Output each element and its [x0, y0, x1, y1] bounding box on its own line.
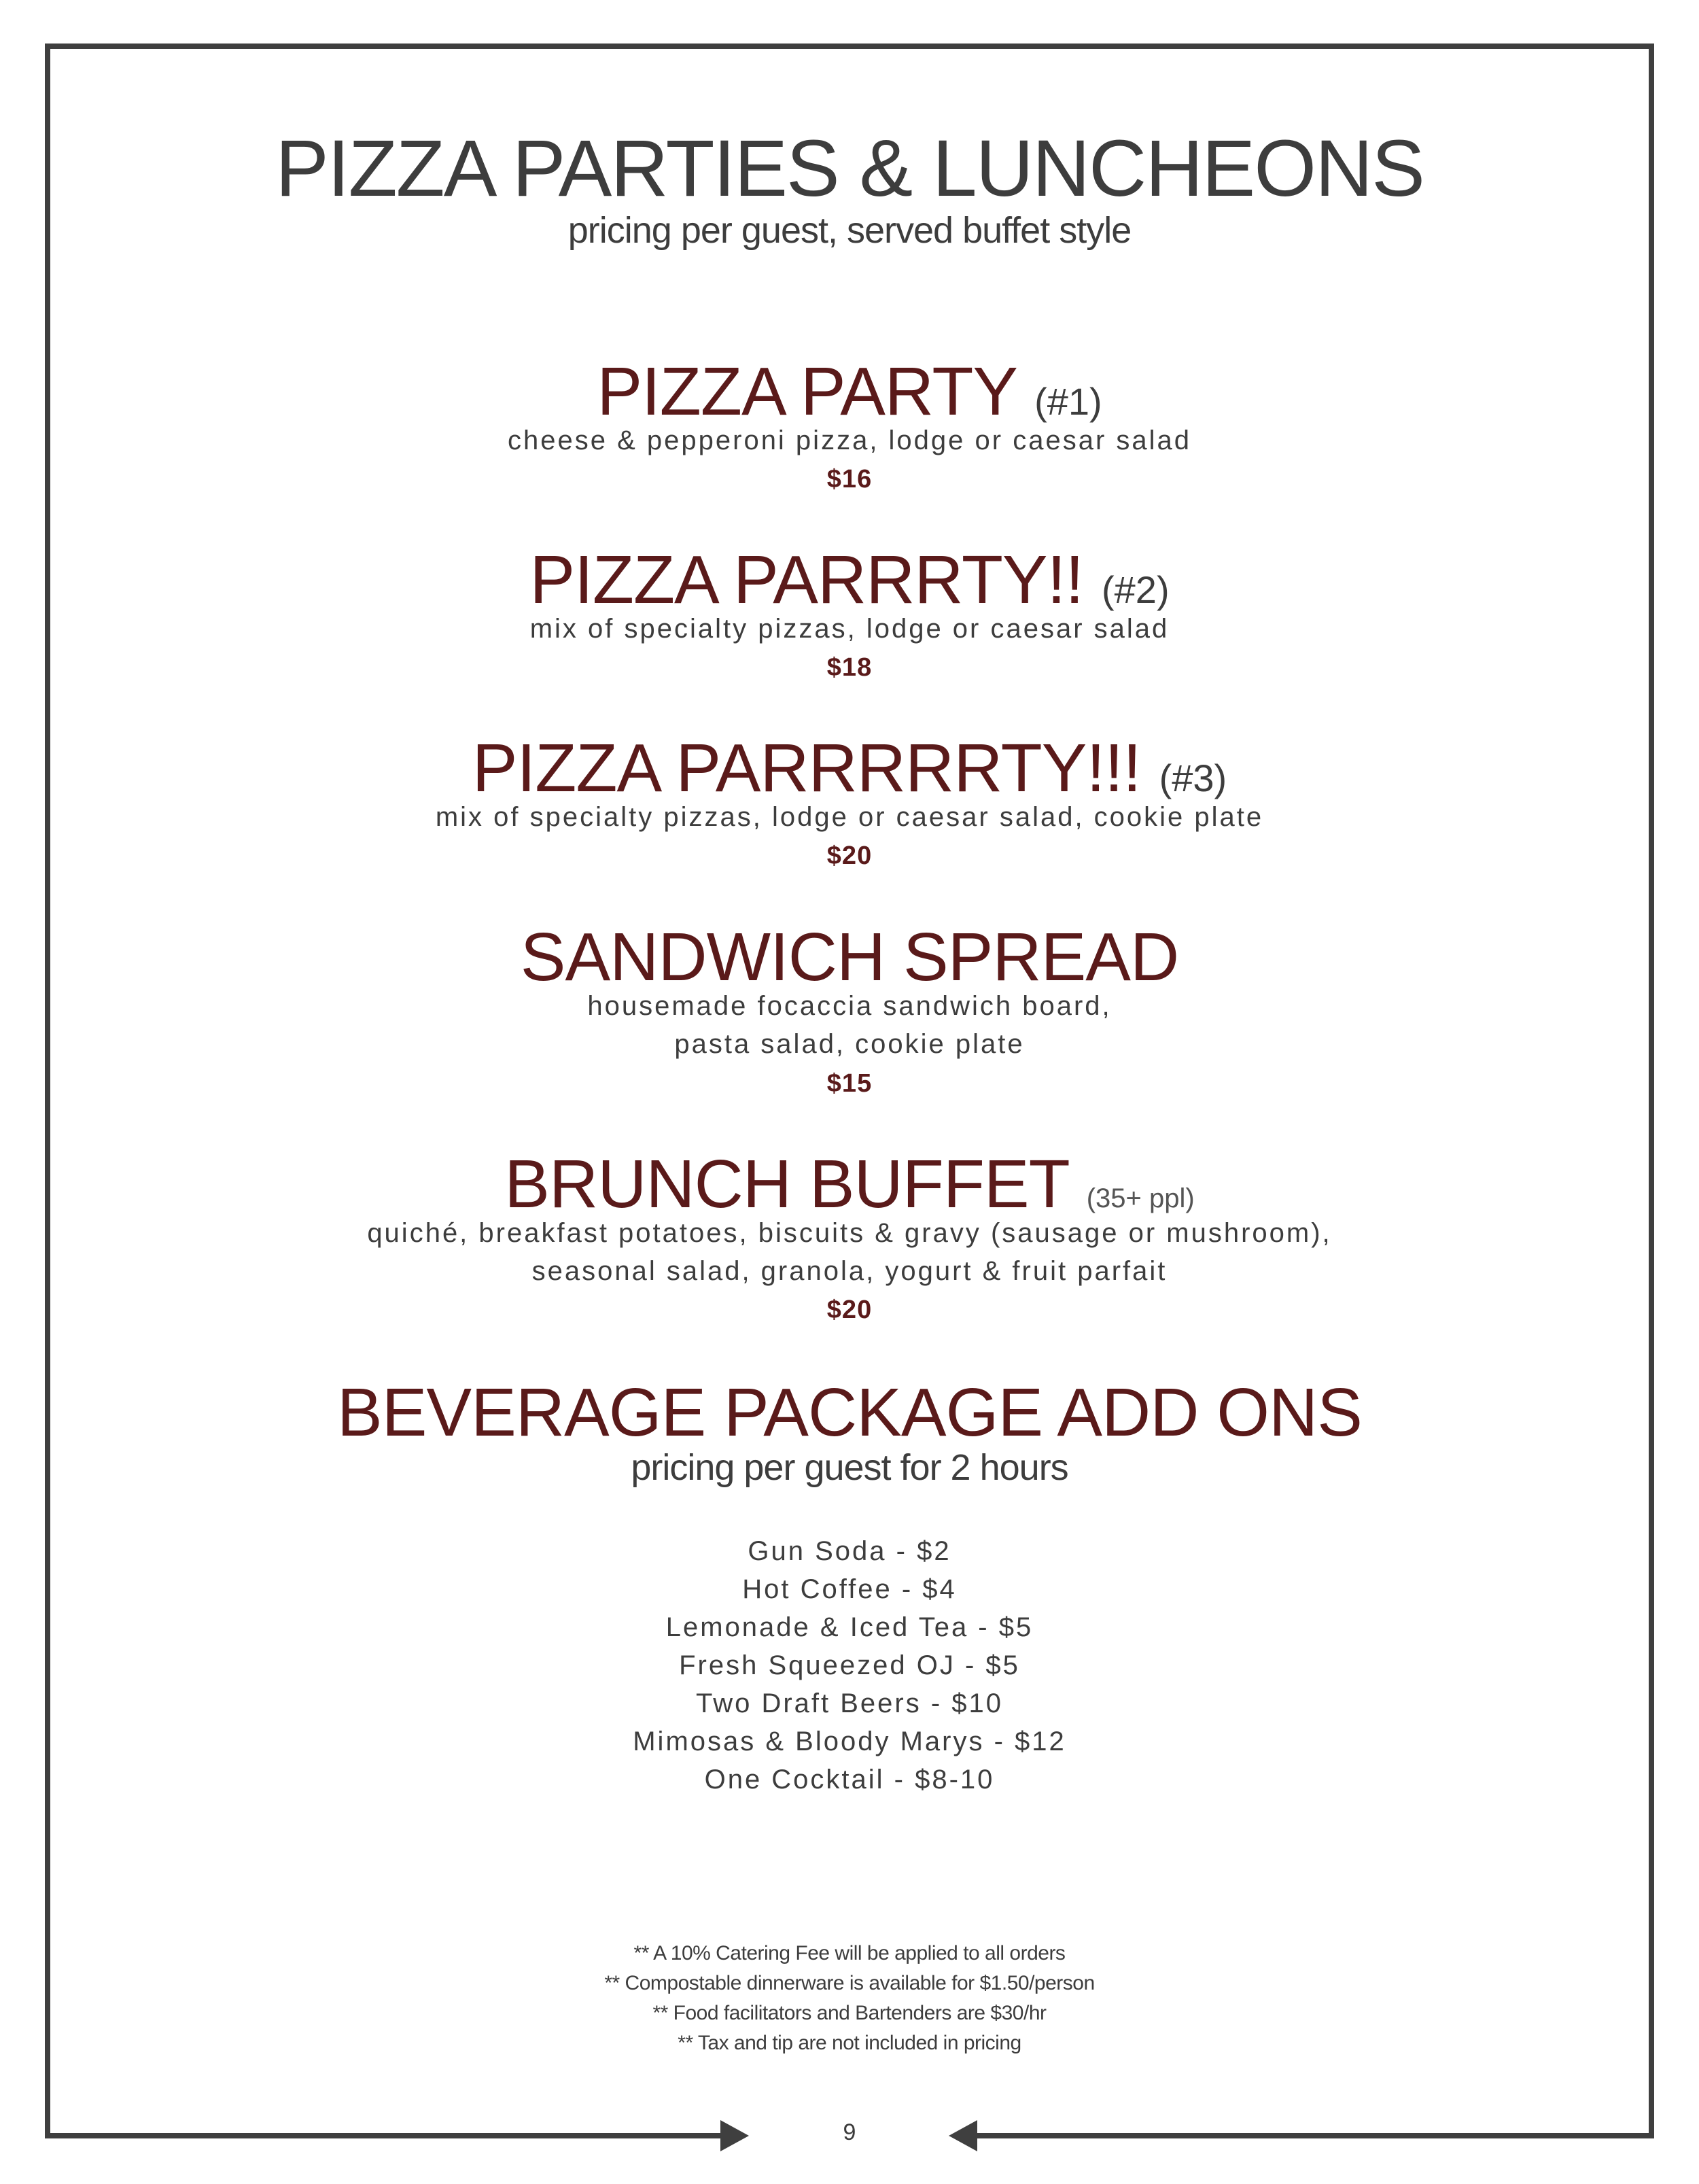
beverage-subtitle: pricing per guest for 2 hours: [631, 1447, 1068, 1488]
beverage-item: Two Draft Beers - $10: [695, 1688, 1004, 1718]
beverage-list: [0, 1532, 1699, 1799]
page-title: PIZZA PARTIES & LUNCHEONS: [275, 124, 1424, 213]
beverage-item: Gun Soda - $2: [748, 1536, 951, 1566]
section-price: $18: [826, 653, 873, 682]
section-description: quiché, breakfast potatoes, biscuits & gravy (sausage or mushroom),: [367, 1218, 1332, 1248]
footnotes: [0, 1939, 1699, 2058]
beverage-item: One Cocktail - $8-10: [704, 1765, 995, 1795]
section-name: SANDWICH SPREAD: [520, 919, 1179, 995]
section-description: mix of specialty pizzas, lodge or caesar salad, cookie plate: [435, 802, 1264, 832]
section-name: PIZZA PARRRTY!!: [529, 542, 1084, 618]
section-tag: (#3): [1159, 757, 1227, 799]
section-tag: (35+ ppl): [1086, 1183, 1195, 1213]
section-price: $15: [826, 1069, 873, 1098]
page-number: 9: [843, 2119, 856, 2145]
footnote: ** Food facilitators and Bartenders are $30/hr: [652, 2002, 1047, 2024]
section-description: seasonal salad, granola, yogurt & fruit parfait: [531, 1256, 1168, 1286]
beverage-item: Hot Coffee - $4: [742, 1574, 957, 1604]
section-name: PIZZA PARRRRRTY!!!: [472, 730, 1141, 806]
footnote: ** Compostable dinnerware is available for $1.50/person: [604, 1972, 1095, 1994]
beverage-item: Lemonade & Iced Tea - $5: [665, 1612, 1034, 1642]
section-tag: (#1): [1034, 380, 1102, 423]
section-price: $20: [826, 842, 873, 870]
section-price: $20: [826, 1296, 873, 1324]
section-name: PIZZA PARTY: [597, 353, 1017, 430]
section-description: mix of specialty pizzas, lodge or caesar salad: [529, 614, 1170, 644]
footnote: ** A 10% Catering Fee will be applied to all orders: [633, 1942, 1066, 1964]
section-tag: (#2): [1102, 568, 1170, 611]
section-description: housemade focaccia sandwich board,: [587, 991, 1112, 1021]
beverage-title: BEVERAGE PACKAGE ADD ONS: [337, 1374, 1362, 1451]
section-title-sandwich-spread: [0, 916, 1699, 998]
footnote: ** Tax and tip are not included in pricing: [678, 2032, 1021, 2054]
beverage-item: Mimosas & Bloody Marys - $12: [633, 1727, 1066, 1756]
page-subtitle: pricing per guest, served buffet style: [567, 210, 1132, 251]
section-description: pasta salad, cookie plate: [674, 1029, 1025, 1059]
beverage-item: Fresh Squeezed OJ - $5: [679, 1650, 1020, 1680]
section-price: $16: [826, 465, 873, 493]
section-name: BRUNCH BUFFET: [504, 1146, 1068, 1222]
section-description: cheese & pepperoni pizza, lodge or caesar salad: [508, 426, 1191, 455]
